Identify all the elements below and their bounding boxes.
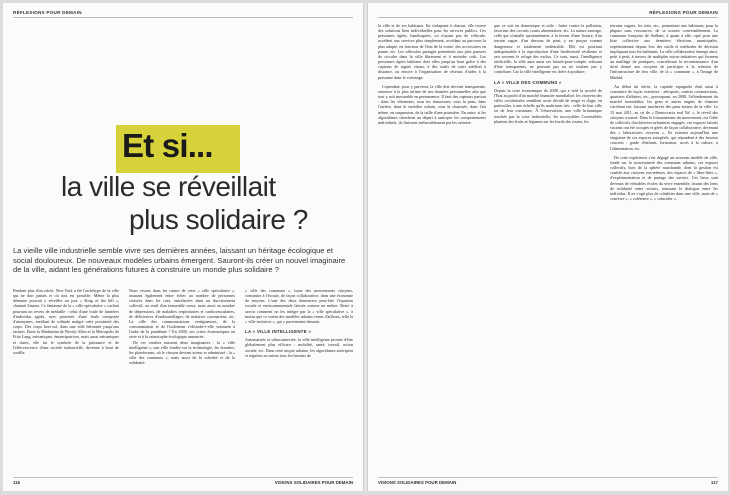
body-paragraph: Depuis la crise économique de 2008, qui a vidé la société de l'Etat au profit d'un marché financier mondialisé, les citoyens des villes occidentales semblent avoir décidé de réagir et d'agir, en particulier, à une échelle qu'ils maîtrisent très : celle de leur ville ou de leur commune. À l'observation, une ville britannique touchée par la crise industrielle, les incroyables Comestibles plantent des fruits et légumes sur les bords des routes, les — [494, 87, 602, 124]
body-paragraph: la ville et de ses habitants. En s'adaptant à chacun, elle trouve des solutions bien individuelles pour les services publics. Ces personnes âgées, handicapées, ou n'ayant pas de véhicule, accèdent aux services plus simplement, accédant au parcours la plus adapté, en fonction de l'état de la voirie, des accessoires en panne, etc. Les véhicules partagés permettent aux plus pauvres de circuler dans la ville librement et à moindre coût. Les personnes âgées habitant chez elles jusqu'au bout grâce à des capteurs de signes vitaux, à des outils de suivi médical à distance, ou encore à l'organisation de réseaux d'aides à la personne dans le voisinage. — [378, 23, 486, 80]
body-paragraph: Au début du siècle, la capitale espagnole était aussi à construire de façon extensive : aéroports, centres commerciaux, quartiers d'affaires, etc., provoquant, en 2008, l'effondrement du marché immobilier, les gens et autres engins de chantier s'arrêtant net, laissant inachevés des pans entiers de la ville. Le 15 mai 2011, au cri de « Democracia real Ya! », le réveil des citoyens a sonné. Dans le foisonnement du mouvement, est l'idée de collectifs d'architectes-urbanistes engagés, ces espaces laissés vacants ont été occupés et gérés de façon collaborative, devenant des « laboratoires citoyens ». Ils existent aujourd'hui une vingtaine de ces espaces autogérés, qui répondent à des besoins concrets : garde d'enfants, formation, accès à la culture, à l'alimentation, etc. — [610, 83, 718, 151]
right-page — [368, 3, 728, 491]
header-rule — [13, 17, 353, 18]
body-column-4 — [378, 23, 486, 468]
body-paragraph: Cependant, pour y parvenir, la ville doit devenir transparente, renoncer à la plus infime de nos données personnelles afin que tout y soit mesurable en permanence. Il faut des capteurs partout : dans les vêtements, sous les chaussures, sous la peau, dans l'arrière, dans le mobilier urbain, sous la chaussée, dans l'air même, en suspension, de la taille d'une poussière. En outre, si les algorithmes cherchent au départ à anticiper les comportements individuels, ils finissent inéluctablement par les orienter. — [378, 83, 486, 125]
body-paragraph: que ce soit en domestique et utile : lutter contre la pollution, favoriser des circuits courts alimentaires, etc. La nature sauvage, celle qui s'installe spontanément, à la faveur d'une fissure, d'un terrain vague, d'un dessous de pont, y est perçue comme dangereuse et totalement indésirable. Elle est pourtant indispensable à la reproduction d'une biodiversité résiliente et sert souvent le refuge des exclus. Ce sont, aussi, l'intelligence artificielle, la ville aura aussi ses laissés-pour-compte, refusant d'être transparents, ne pouvant pas ou ne voulant pas y contribuer. Car la ville intelligente est chère à produire. — [494, 23, 602, 75]
body-column-2 — [129, 288, 235, 468]
page-number: 116 — [13, 480, 21, 485]
page-number: 117 — [710, 480, 718, 485]
footer-rule — [378, 477, 718, 478]
lede-paragraph: La vieille ville industrielle semble vivre ses dernières années, laissant un héritage écologique et social douloureux. De nouveaux modèles urbains émergent. Sauront-ils créer un nouvel imaginaire de la ville, aidant les générations futures à construire un monde plus solidaire ? — [13, 246, 346, 275]
subheading-commons-city: LA « VILLE DES COMMUNS » — [494, 79, 562, 85]
body-column-3 — [245, 288, 353, 468]
body-paragraph: Automatisée et ultraconnectée, la ville intelligente promet d'être globalement plus efficace : mobilité, santé, travail, action sociale, etc. Dans cette utopie urbaine, les algorithmes anticipent et régulent au mieux tous les besoins de — [245, 337, 353, 358]
article-subtitle-line-2: plus solidaire ? — [129, 204, 308, 235]
article-title: Et si... — [122, 127, 213, 164]
body-column-1 — [13, 288, 119, 468]
footer-title: VISIONS SOLIDAIRES POUR DEMAIN — [274, 480, 353, 485]
body-column-5 — [494, 23, 602, 468]
body-paragraph: terrains vagues, les toits, etc., permettant aux habitants, pour la plupart sans ressources, de se nourrir convenablement. La commune française de Saillans, à quant à elle, opté pour une liste collective aux dernières élections municipales, expérimentant depuis lors des outils et méthodes de décision impliquant tous les habitants. La ville collaborative émerge ainsi, petit à petit, à travers de multiples micro-initiatives qui forment un maillage de pratiques, concrétisant la reconnaissance d'un droit donné aux citoyens de participer à la création de l'infrastructure de leur ville, de la « commune », à l'image de Madrid. — [610, 23, 718, 80]
footer-rule — [13, 477, 353, 478]
subheading-smart-city: LA « VILLE INTELLIGENTE » — [245, 329, 312, 335]
footer-title: VISIONS SOLIDAIRES POUR DEMAIN — [378, 480, 457, 485]
section-label: RÉFLEXIONS POUR DEMAIN — [649, 10, 718, 15]
article-subtitle-line-1: la ville se réveillait — [61, 171, 276, 202]
body-column-6 — [610, 23, 718, 468]
section-label: RÉFLEXIONS POUR DEMAIN — [13, 10, 82, 15]
header-rule — [378, 17, 718, 18]
body-paragraph: De cette expérience s'est dégagé un nouveau modèle de ville, fondé sur la souveraineté des communs urbains, ces espaces collectifs, hors de la sphère marchande, dont la gestion est confiée aux citoyens eux-mêmes, des espaces de « libre-fûtes », d'expérimentation et de partage des savoirs. Ces lieux sont devenus de véritables écoles du vivre ensemble, tissant des liens de solidarité entre voisins, renouant le dialogue entre les individus. Il ne s'agit plus de cohabiter dans une ville, mais de « convivre », « coférence », « coïncider ». — [610, 154, 718, 201]
body-paragraph: De ces cendres naissent deux imaginaires : la « ville intelligente », une ville fondée sur la technologie, les données, les plateformes, où le citoyen devient acteur et administré ; la « ville des communs », mais aussi de la sobriété et de la solidarité. — [129, 339, 235, 366]
left-page — [3, 3, 363, 491]
body-paragraph: Nous vivons dans les ruines de cette « ville spéculative », assurant également entre échec au nombre de personnes croisées dans les rues, entrelacées dans un durcissement collectif, au seuil d'un immeuble creux, mais aussi au nombre de dépressions, de maladies respiratoires et cardiovasculaires, de déficiences d'embouteillages, de malaises coronariens, etc. La ville des communications vertigineuses, de la consommation et de l'isolement s'effondre-t-elle vraiment à l'aube de la pandémie ? En 2000, ses crises économiques en série et à la catastrophe écologique annoncée. — [129, 288, 235, 340]
body-paragraph: Pendant plus d'un siècle, New York a été l'archétype de la ville qui ne dort jamais et où tout est possible. Même la plus démunie pouvait y réveiller un jour « King of the hill », chantait Sinatra. Ce fantasme de la « ville spéculative » cachait pourtant un revers de médaille : celui d'une foule de lumières d'individus agités, avec pauvreté, d'une foule composée d'anonymes, enrôlant de solitude malgré cette proximité des corps. Des corps hors-sol, dans une ville bétonnée jusqu'aux racines. Entre la Manhattan de Woody Allen et la Metropolis de Fritz Lang, mécaniques, émancipatrices, mais aussi mécaniques et dures, elle fut le symbole de la puissance et de l'effervescence d'une société industrielle, devenue à bout de souffle. — [13, 288, 119, 355]
body-paragraph: « ville des communs », issue des mouvements citoyens, construite à l'écoute, de façon collaborative, dans une économie de moyens. L'une des deux demeurera peut-être l'équation sociale et environnementale laissée comme un métier. Reste à savoir comment on les intègre par la « ville spéculative », à moins que ce soient des modèles urbains venus d'ailleurs, telle la « ville inclusive », qui y parviennent demain. — [245, 288, 353, 324]
